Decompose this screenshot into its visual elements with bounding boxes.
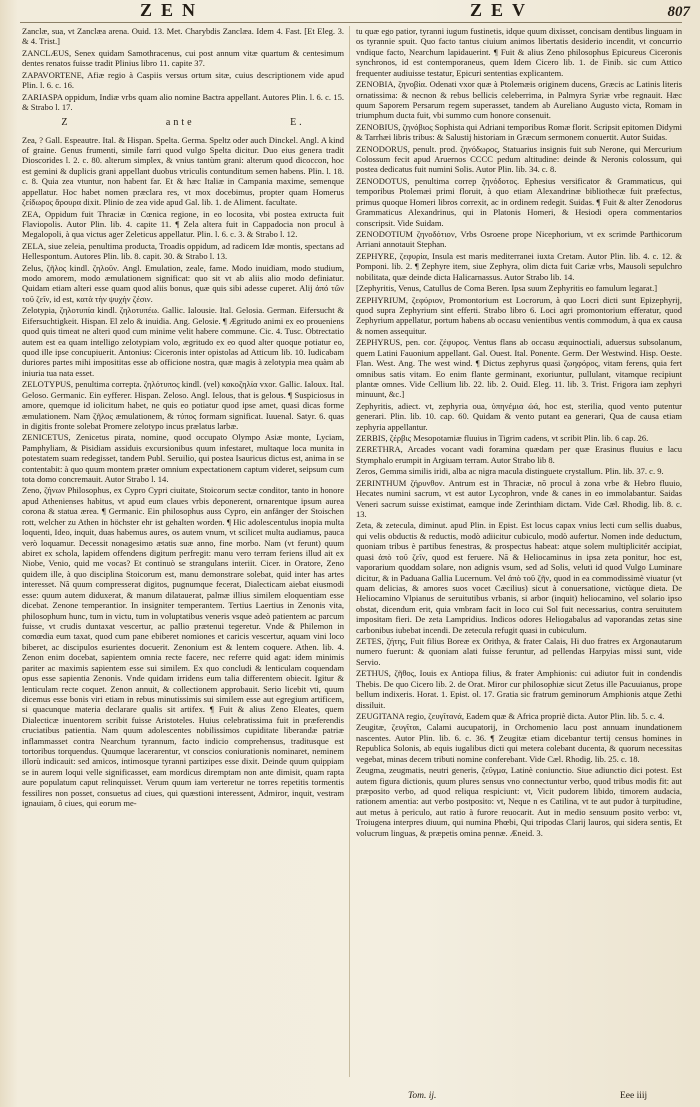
dictionary-entry: Zeros, Gemma similis iridi, alba ac nigra macula distinguete crystallum. Plin. lib. 37. c. 9. <box>356 466 664 477</box>
dictionary-entry: Zeugitæ, ζευγῖται, Calami aucupatorij, in Orchomenio lacu post annuam inundationem nascentes. Autor Plin. lib. 6. c. 36. ¶ Zeugitæ etiam dicebantur tertij census homines in Republica Solonis, ab equis iugalibus dicti qui metera colebant ducenta, & quorum necessitas vegebat, minas decem tributi nomine conferebant. Vide Cæl. Rhodig. lib. 25. c. 18. <box>356 722 682 764</box>
dictionary-entry: Zeugma, zeugmatis, neutri generis, ζεῦγμα, Latinè coniunctio. Siue adiunctio dici potest. Est autem figura dictionis, quum plures sensus vno connectuntur verbo, quod tribus modis fit: aut præposito verbo, ad quod reliqua respiciunt: vt, Vicit pudorem libido, timorem audacia, rationem amentia: aut verbo postposito: vt, Neque n es Catilina, vt te aut pudor à turpitudine, aut metus à periculo, aut ratio à furore reuocarit. Aut in medio sensuum posito verbo: vt, Troiugena interpres diuum, qui numina Phœbi, Qui tripodas Clarij lauros, qui sidera sentis, Et volucrum linguas, & præpetis omina pennæ. Æneid. 3. <box>356 765 682 838</box>
dictionary-entry: ZANCLÆUS, Senex quidam Samothracenus, cui post annum vitæ quartum & centesimum dentes renatos fuisse tradit Plinius libro 11. capite 37. <box>22 47 344 69</box>
dictionary-entry: ZAPAVORTENE, Afiæ regio à Caspiis versus ortum sitæ, cuius descriptionem vide apud Plin. l. 6. c. 16. <box>22 69 344 91</box>
section-heading: Z ante E. <box>61 117 305 129</box>
dictionary-entry: ZENOBIUS, ζηνόβιος Sophista qui Adriani temporibus Romæ florit. Scripsit epitomen Didymi & Tarrhæi libris tribus: & Salustij historiam in Græcum sermonem conuertit. Autor Suidas. <box>356 121 682 143</box>
dictionary-entry: ZENOBIA, ζηνοβία. Odenati vxor quæ à Ptolemæis originem ducens, Græcis ac Latinis literis ornatissima: & necnon & rebus bellicis celeberrima, in Palmyra Syriæ vrbe regnauit. Hæc quum Saporem Persarum regem superasset, tandem ab Aureliano Augusto victa, Romam in triumphum ducta fuit, vbi summo cum honore consenuit. <box>356 79 682 121</box>
page-footer <box>0 1085 700 1101</box>
dictionary-entry: Zelotypia, ζηλοτυπία kindl. ζηλοτυπέω. Gallic. Ialousie. Ital. Gelosia. German. Eifersucht & Eifersuchtigkeit. Hispan. El zelo & inuidia. Ang. Gelosie. ¶ Ægritudo animi ex eo proueniens quod quis timeat ne alteri quod cum minime velit habere commune. Cic. 4. Tusc. Obtrectatio autem est ea quam intelligo zelotypiam volo, ægritudo ex eo quod alter quoque potiatur eo, quod ille ipse concupiuerit. Antonius: Ciceronis inter opistolas ad Atticum lib. 10. Iudicabam duriores partes mihi imposititas esse ab officione nostra, quæ magis à zelotypia mea quàm ab iniuria tua nata esset. <box>22 305 344 378</box>
running-head-left: ZEN <box>140 0 205 20</box>
running-head-right: ZEV <box>470 0 535 20</box>
page-number: 807 <box>667 4 690 20</box>
dictionary-entry: ZERINTHUM ζήρυνθον. Antrum est in Thraciæ, nō procul à zona vrbe & Hebro fluuio, Hecates numini sacrum, vt est autor Lycophron, vnde & canes in eo immolabantur. Saidas Veneri sacrum suisse existimat, eamque inde Zerinthiam dictam. Vide Cæl. Rhodig. lib. 8. c. 13. <box>356 477 682 519</box>
dictionary-entry: Zanclæ, sua, vt Zanclæa arena. Ouid. 13. Met. Charybdis Zanclæa. Idem 4. Fast. [Et Eleg. 3. & 4. Trist.] <box>22 26 344 47</box>
dictionary-entry: ZEUGITANA regio, ζευγῖτανά, Eadem quæ & Africa propriè dicta. Autor Plin. lib. 5. c. 4. <box>356 711 665 721</box>
dictionary-entry: Zeta, & zetecula, diminut. apud Plin. in Epist. Est locus capax vnius lecti cum sellis duabus, qui velis obductis & reductis, modò adiicitur cubiculo, modò aufertur. Nomen inde deductum, quoniam tribus è partibus fenestras, & prospectus habeat: atque solem multiplicitér accipiat, quasi ἀπὸ τοῦ ζεῖν, quod est feruere. Nā & Heliocaminus in ipsa zeta ponitur, hoc est, vaporarium quoddam solare, non adignis vsum, sed ad Solis, veluti id quod Vulgo Luminare dicitur, & in Paduana Gallia Lucernum. Vel ἀπὸ τοῦ ζῆν, quod in ea commodissimè viuatur (vt quam delicias, & amores suos vocet Cæcilius) sicut à conuersatione, victùque dieta. De Heliocamino Vlpianus de seruitutibus vrbanis, si arbor (inquit) heliocamino, vel solario ipso obstat, dicendum erit, quia vmbram facit in loco cui Sol fuit necessarius, contra seruitutem impositam fieri. De zeta Lampridius. Indicos odores Heliogabalus ad vaporandas zetas sine carbonibus iubebat incendi. De zetecula refugit quasi in cubiculum. <box>356 520 682 635</box>
left-column <box>22 26 344 1079</box>
dictionary-entry: ZENODOTIUM ζηνοδότιον, Vrbs Osroene prope Nicephorium, vt ex scrimde Parthicorum Arriani annotauit Stephan. <box>356 229 682 250</box>
dictionary-entry: ZEPHYRUS, pen. cor. ζέφυρος. Ventus flans ab occasu æquinoctiali, aduersus subsolanum, quem Latini Fauonium appellant. Gal. Ouest. Ital. Ponente. Germ. Der Westwind. Hisp. Oeste. Flan. West. Ang. The west wind. ¶ Dictus zephyrus quasi ζωηφόρος, vitam ferens, quia fert omnibus satis vitam. Eo enim flante germinant, exoriuntur, pullulant, vitamque recipiunt plantæ omnes. Vide Cellium lib. 22. lib. 2. Ouid. Eleg. 11. lib. 3. Trist. Frigora iam zephyri minuunt, &c.] <box>356 337 682 400</box>
dictionary-entry: Zelus, ζῆλος kindl. ζηλοῦν. Angl. Emulation, zeale, fame. Modo inuidiam, modo studium, modo amorem, modo æmulationem significat: quo sit vt ab aliis alio modo definiatur. Quidam etiam alteri esse quam quod aliis bonus, quæ quis sibi adesse cuperet. Alij ἀπό τῶν τοῦ ζεῖν, id est, κατὰ τὴν ψυχὴν ζέσιν. <box>22 262 344 304</box>
dictionary-entry: ZETHUS, ζῆθος, Iouis ex Antiopa filius, & frater Amphionis: cui adiutor fuit in condendis Thebis. De quo Cicero lib. 2. de Orat. Miror cur philosophiæ sicut Zetus ille Pacuuianus, prope bellum indixeris. Horat. 1. Epist. ol. 17. Gratia sic fratrum geminorum Amphionis atque Zethi dissiluit. <box>356 668 682 710</box>
dictionary-entry: ZERETHRA, Arcades vocant vadi foramina quædam per quæ Erasinus fluuius e lacu Stymphalo erumpit in Argiuam terram. Autor Strabo lib 8. <box>356 444 682 465</box>
right-column <box>356 26 682 1079</box>
dictionary-entry: Zeno, ζήνων Philosophus, ex Cypro Cypri ciuitate, Stoicorum sectæ conditor, tanto in honore apud Athenienses habitus, vt apud eum claues vrbis deponerent, ornarentque ipsum aurea corona & statua ærea. ¶ Germanic. Ein philosophus auss Cypro, ein anfänger der Stoischen rott, welcher zu Athen in höchster ehr ist gehalten worden. ¶ Hic adolescentulus inopia multa loquenti, Ideo, inquit, duas habemus aures, os autem vnum, vt scilicet multa audiamus, pauca verò loquamur. Decessit nonagesimo ætatis suæ anno, fine morbo. Nam (vt ferunt) quum abiret ex schola, lapidem offendens digitum perfregit: manu vero terram feriens illud ait ex Niobe, Venio, quid me vocas? Et continuò se strangulans interiit. Cicer. in Oratore, Zeno quidem ille, à quo disciplina Stoicorum est, manu demonstrare solebat, quid inter has artes interesset. Nã quum compresserat digitos, pugnumque fecerat, Dialecticam aiebat eiusmodi esse: quum autem diduxerat, & manum dilatauerat, palmæ illius similem eloquentiam esse dicebat. Zenone temperantior. In insigniter temperantem. Tertius Laertius in Zenonis vita, philosophum hunc, tum in victu, tum in voluptatibus veneris vsque adeò patientem ac parcum fuisse, vt crudis duntaxat vescertur, ac pallio prætenui tegeretur. Vnde & Philemon in comœdia eum taxat, quod cum pane ebiberet nomiones et caricis vescertur, aquam vini loco biberet, ac discipulos esurientes docuerit. Zenonium est & lentem coquere. Athen. lib. 4. Zenon enim docebat, sapientem omnia recte facere, nec referre quid agat: idem minimis pariter ac maximis sapientem esse sui similem. Ex quo concludi & lenticulam coquendam opus esse sapientia Zenonis. Vnde quidam irridens eum talia differentem obiecit. Igitur & lenticulam recte coquet. Zenon annuit, & collectionem approbauit. Serio licebit vti, quum dicemus esse bonis viri etiam in rebus minutissimis sui similem esse aut egregium artificem, si quacunque materia declarare qualis sit artifex. ¶ Fuit & alius Zeno Eleates, quem Dialecticæ inuentorem scribit fuisse Aristoteles. Huius celebratissima fuit in præferendis cruciatibus patientia. Nam quum adolescentes nobilissimos cupiditate liberandæ patriæ inflammasset contra Nearchum tyrannum, facto indicio comprehensus, traditusque est tortoribus torquendus. Quumque lacerarentur, vt conscios coniurationis nominaret, neminem illorù indicauit: sed amicos, intimosque tyranni partizipes esse dixit. Deinde quum quippiam se in aurem loqui velle significasset, eam mordicus diremptam non ante dimisit, quam rapta aure populatum caput relinquisset. Verum quum iam verteretur ne torres repetitis tormentis fessilires non posset, consuetus ad ciues, qui quæstioni interessent, Admiror, inquit, vestram ignauiam, ô ciues, qui eorum me- <box>22 485 344 809</box>
dictionary-entry: ZELA, siue zeleia, penultima producta, Troadis oppidum, ad radicem Idæ montis, spectans ad Hellespontum. Autores Plin. lib. 8. capit. 30. & Strabo l. 13. <box>22 240 344 262</box>
dictionary-entry: ZENICETUS, Zenicetus pirata, nomine, quod occupato Olympo Asiæ monte, Lyciam, Pamphyliam, & Pisidiam assiduis excursionibus quum infestaret, multaque loca munita in potestatem suam redegisset, tandem Publ. Seruilio, qui postea Isauricus dictus est, anima in se contentabit: à quo quum montem præter omnium expectationem captum videret, seipsum cum tota domo concremauit. Autor Strabo l. 14. <box>22 432 344 485</box>
dictionary-entry: ZEPHYRIUM, ζεφύριον, Promontorium est Locrorum, à quo Locri dicti sunt Epizephyrij, quod supra Zephyrium sint efferti. Strabo libro 6. Loci agri promontorium efferatur, quod Zephyrium appellatur, portum habens ab occasu venientibus ventis commodum, à qua ex causa & nomen assequitur. <box>356 294 682 336</box>
column-divider <box>349 26 350 1077</box>
dictionary-entry: ZENODORUS, penult. prod. ζηνόδωρος, Statuarius insignis fuit sub Nerone, qui Mercurium Colossum fecit apud Aruernos CCCC pedum altitudine: deinde & Neronis colossum, qui postea dedicatus fuit numini Solis. Autor Plin. lib. 34. c. 8. <box>356 143 682 175</box>
dictionary-entry: ZEPHYRE, ζεφυρία, Insula est maris mediterranei iuxta Cretam. Autor Plin. lib. 4. c. 12. & Pomponi. lib. 2. ¶ Zephyre item, siue Zephyra, olim dicta fuit Cariæ vrbs, Mausoli sepulchro nobilitata, quæ deinde dicta Halicarnassus. Autor Strabo lib. 14. <box>356 250 682 282</box>
dictionary-entry: ZENODOTUS, penultima correp ζηνόδοτος. Ephesius versificator & Grammaticus, qui temporibus Ptolemæi primi floruit, à quo etiam Alexandrinæ bibliothecæ fuit præfectus, primus quoque Homeri libros correxit, ac in ordinem redegit. Suidas. ¶ Fuit & alter Zenodorus Grammaticus Alexandrinus, qui in Platonis Homeri, & Hesiodi opera commentarios conscripsit. Vide Suidam. <box>356 175 682 228</box>
dictionary-entry: Zephyritis, adiect. vt, zephyria oua, ὑπηνέμια ὠά, hoc est, sterilia, quod vento putentur generari. Plin. lib. 10. cap. 60. Quidam & vento putant ea generari, Qua de causa etiam zephyria appellantur. <box>356 400 682 432</box>
dictionary-entry: ZELOTYPUS, penultima correpta. ζηλότυπος kindl. (vel) κακοζηλία vxor. Gallic. Ialoux. Ital. Geloso. Germanic. Ein eyfferer. Hispan. Zeloso. Angl. Ielous, that is gelous. ¶ Suspiciosus in amore, quemque id iolicitum habet, ne quis eo potiatur quod ipse amet, quasi dicas forme æmulationem. Nam ζῆλος æmulationem, & τύπος formam significat. Iuuenal. Satyr. 6. quas in digitis fronte solebat Promere zelotypo incus prælatus larbæ. <box>22 379 344 431</box>
dictionary-entry: tu quæ ego patior, tyranni iugum fustinetis, idque quum dixisset, concisam dentibus linguam in os tyrannie spuit. Quo facto tantus ciuium animos libertatis desiderio incendit, vt concurrio vndique facto, Nearchum lapidauerint. ¶ Fuit & alius Zeno philosophus Epicureus Ciceronis synchronos, id est contemporaneus, quem Idem Cicero lib. 1. de Finib. sic cum Attico frequenter audiuisse testatur, Epicuri sententias explicantem. <box>356 26 682 78</box>
header-rule <box>20 22 682 23</box>
dictionary-entry: ZERBIS, ζέρβις Mesopotamiæ fluuius in Tigrim cadens, vt scribit Plin. lib. 6 cap. 26. <box>356 433 649 444</box>
catchword: Eee iiij <box>620 1091 648 1101</box>
dictionary-entry: Zea, ? Gall. Espeautre. Ital. & Hispan. Spelta. Germa. Speltz oder auch Dinckel. Angl. A kind of graine. Genus frumenti, simile farri quod vulgo Spelta dicitur. Duo eius genera tradit Dioscorides l. 2. c. 80. alterum simplex, & vnius tantùm grani: alterum quod dicoccon, hoc est gemini & duplicis grani appellant duobus vtriculis contunditum semen habens. Plin. l. 18. c. 8. Quia zea vtuntur, non habent far. Et & hæc Italiæ in Campania maxime, semenque appellatur. Hoc habet nomen præclara res, vt mox docebimus, propter quam Homerus ζείδωρος ἄρουρα dixit. Plinio de zea vide apud Gal. lib. 1. de Aliment. facultate. <box>22 134 344 208</box>
dictionary-entry: ZEA, Oppidum fuit Thraciæ in Cœnica regione, in eo locosita, vbi postea extructa fuit Flaviopolis. Autor Plin. lib. 4. capite 11. ¶ Zela altera fuit in Cappadocia non procul à Megalopoli, à qua victus ager Zeleticus appellatur. Plin. l. 6. c. 3. & Strabo l. 12. <box>22 208 344 240</box>
dictionary-entry: [Zephyritis, Venus, Catullus de Coma Beren. Ipsa suum Zephyritis eo famulum legarat.] <box>356 283 658 294</box>
signature-mark: Tom. ij. <box>408 1091 437 1101</box>
dictionary-entry: ZARIASPA oppidum, Indiæ vrbs quam alio nomine Bactra appellant. Autores Plin. l. 6. c. 15. & Strabo l. 17. <box>22 91 344 112</box>
dictionary-entry: ZETES, ζήτης, Fuit filius Boreæ ex Orithya, & frater Calais, Hi duo fratres ex Argonautarum numero fuerunt: & quoniam alati fuisse feruntur, ad pellendas Harpyias missi sunt, vide Servio. <box>356 636 682 667</box>
